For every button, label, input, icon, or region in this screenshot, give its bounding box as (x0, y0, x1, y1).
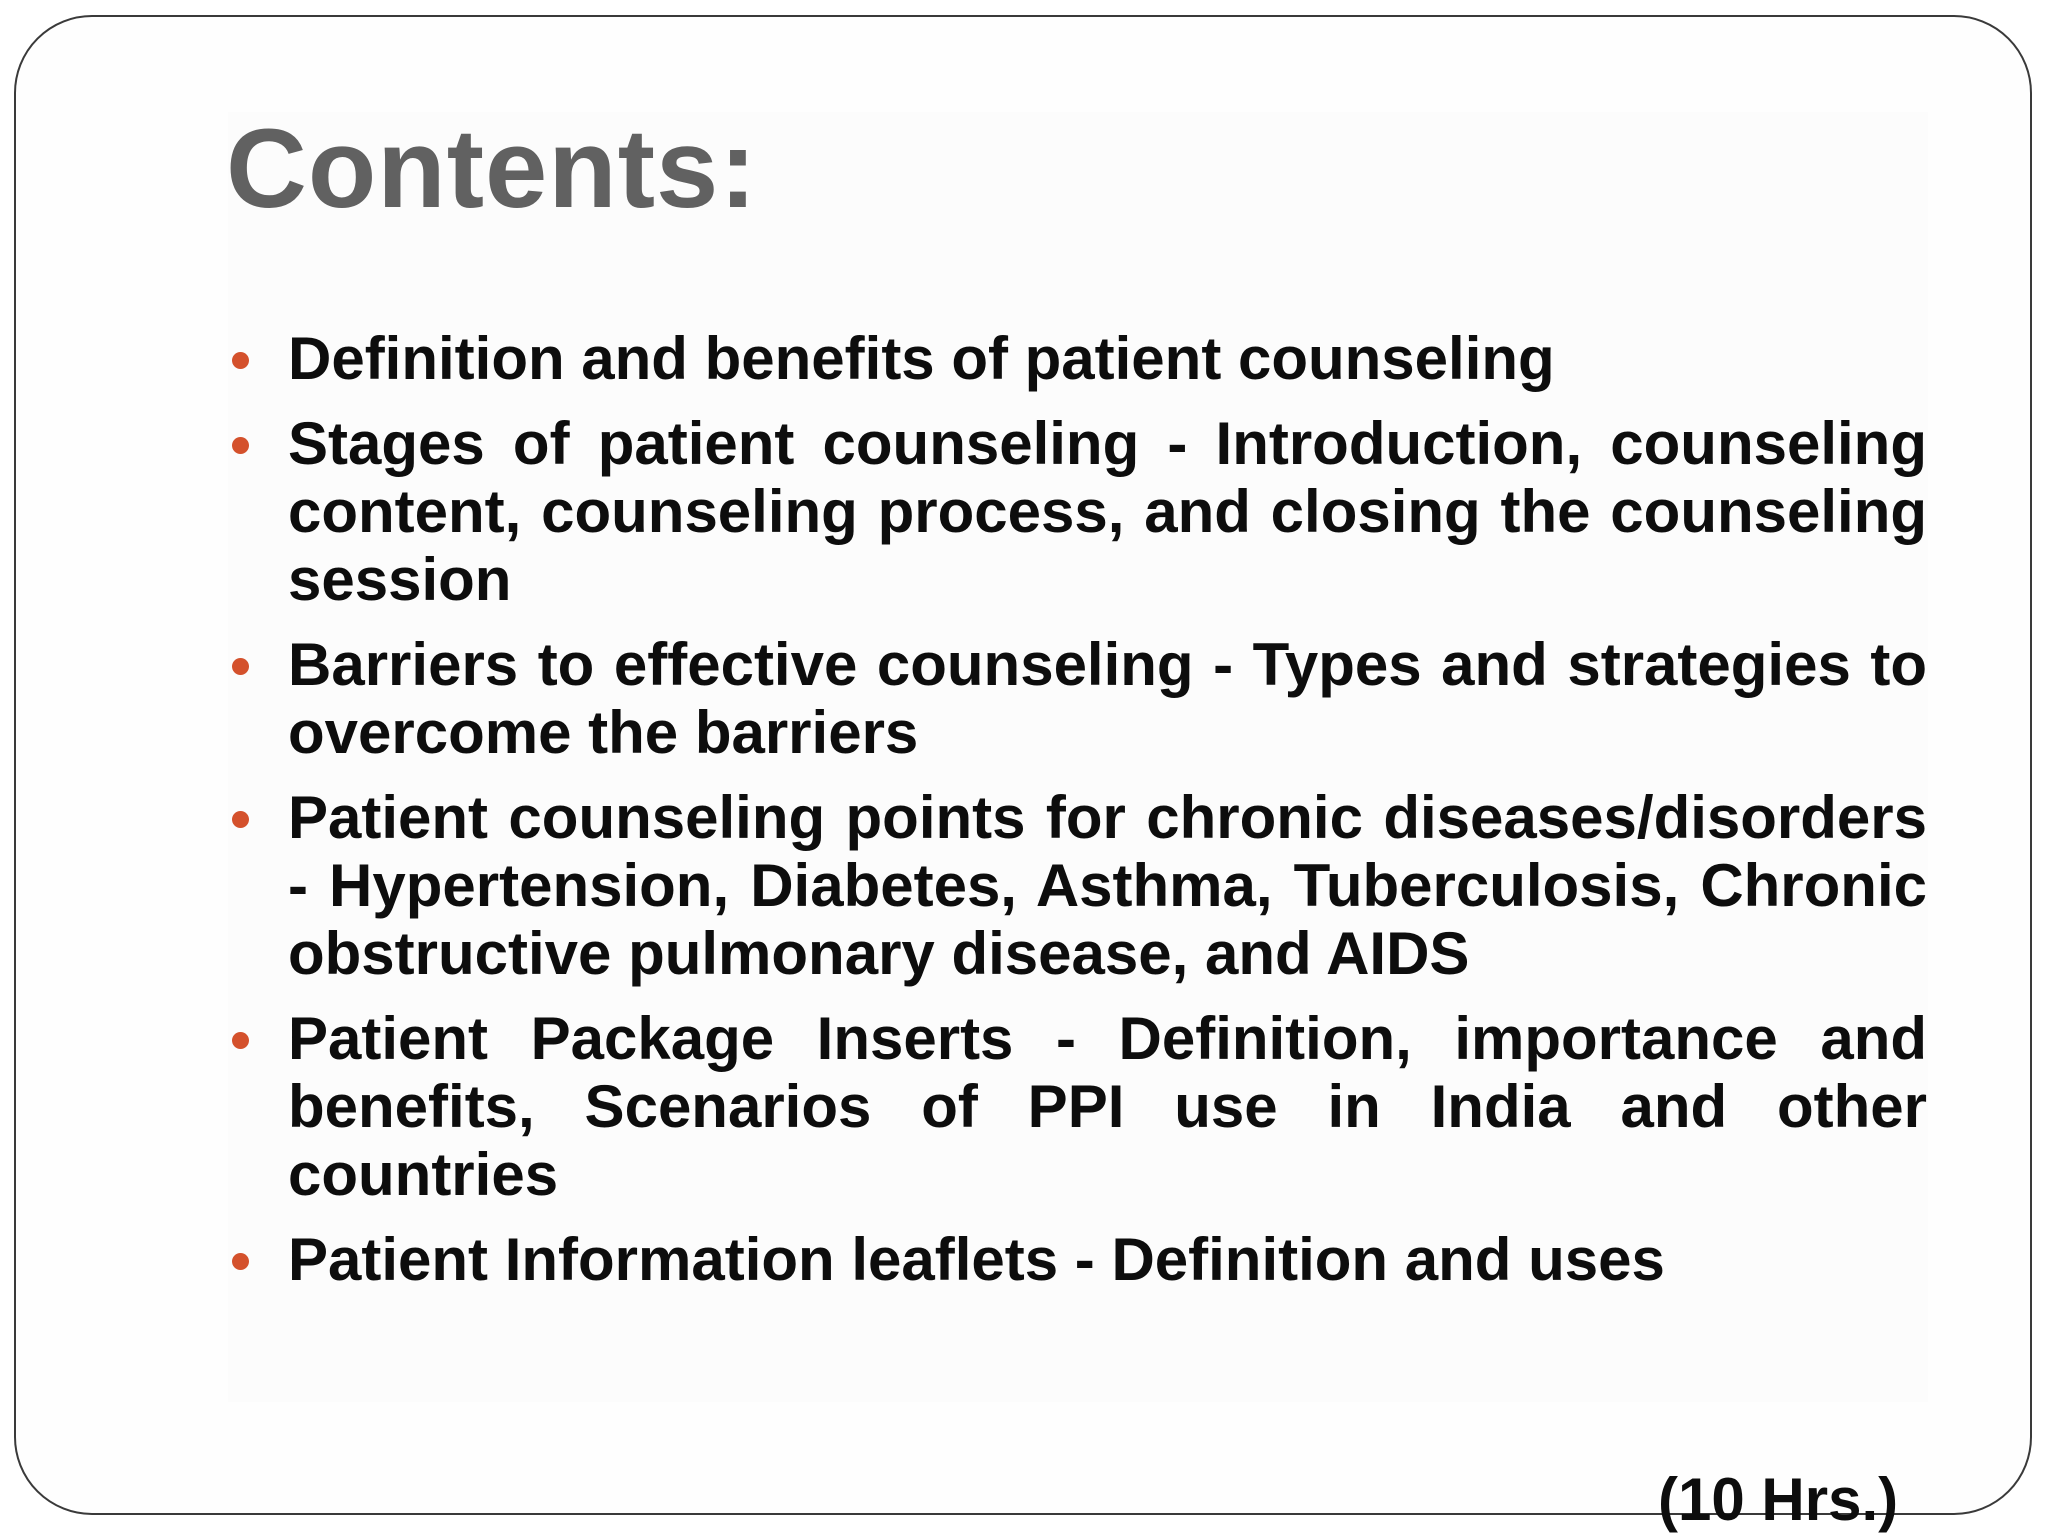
slide-title: Contents: (226, 106, 758, 231)
bullet-dot-icon (232, 1253, 249, 1270)
list-item-text: Patient Package Inserts - Definition, importance and benefits, Scenarios of PPI use in India and other countries (288, 1005, 1927, 1208)
list-item-text: Patient Information leaflets - Definition and uses (288, 1226, 1665, 1293)
list-item-text: Definition and benefits of patient counseling (288, 325, 1555, 392)
bullet-dot-icon (232, 437, 249, 454)
bullet-dot-icon (232, 811, 249, 828)
bullet-dot-icon (232, 658, 249, 675)
bullet-dot-icon (232, 352, 249, 369)
list-item (232, 631, 1927, 767)
bullet-dot-icon (232, 1032, 249, 1049)
list-item-text: Stages of patient counseling - Introduction, counseling content, counseling process, and closing the counseling session (288, 410, 1927, 613)
list-item (232, 784, 1927, 988)
list-item (232, 325, 1927, 393)
list-item (232, 410, 1927, 614)
list-item-text: Patient counseling points for chronic diseases/disorders - Hypertension, Diabetes, Asthma, Tuberculosis, Chronic obstructive pulmonary disease, and AIDS (288, 784, 1927, 987)
list-item (232, 1226, 1927, 1294)
list-item-text: Barriers to effective counseling - Types and strategies to overcome the barriers (288, 631, 1927, 766)
contents-list (232, 325, 1927, 1311)
list-item (232, 1005, 1927, 1209)
duration-label: (10 Hrs.) (1658, 1466, 1899, 1533)
